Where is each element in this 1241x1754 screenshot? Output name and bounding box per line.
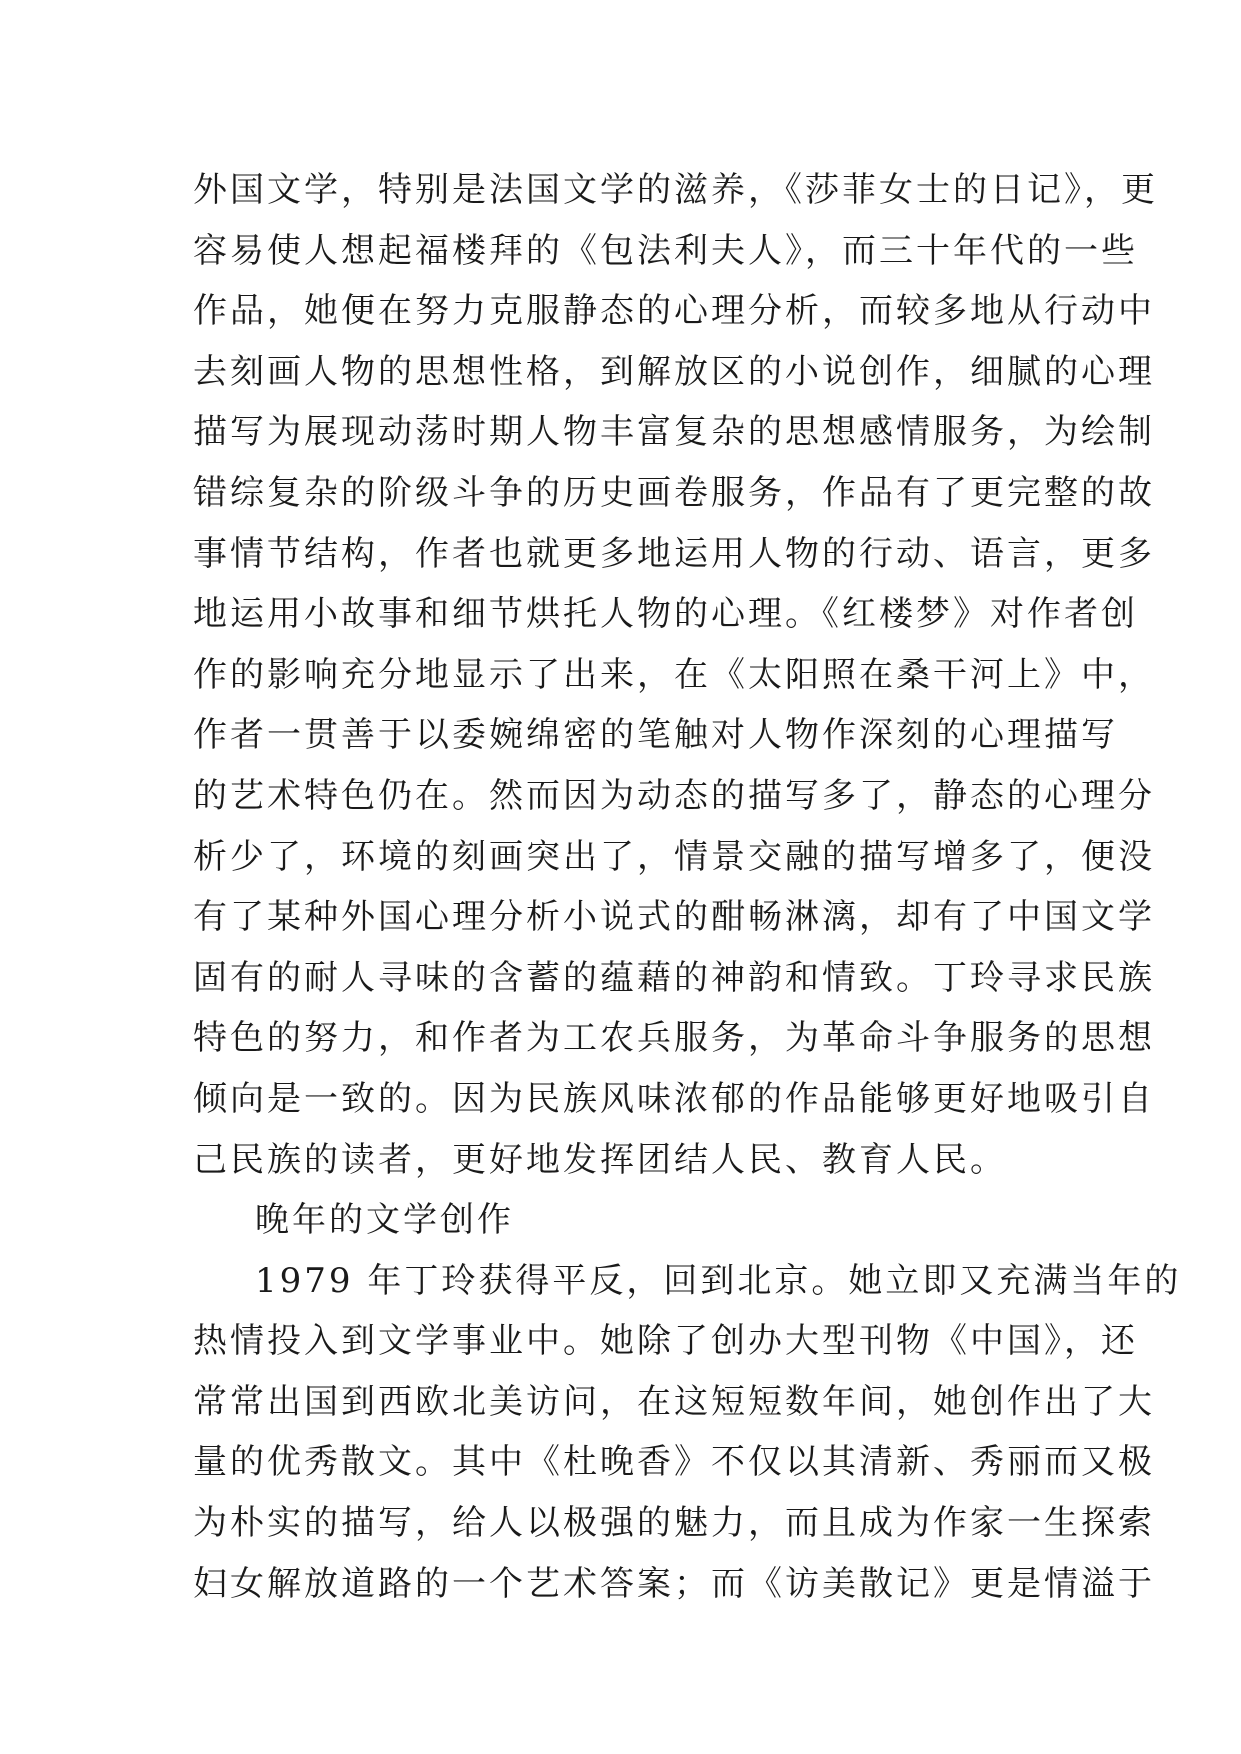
text-line: 地运用小故事和细节烘托人物的心理。《红楼梦》对作者创 xyxy=(193,594,1138,635)
text-line: 析少了，环境的刻画突出了，情景交融的描写增多了，便没 xyxy=(193,836,1155,877)
text-line: 作品，她便在努力克服静态的心理分析，而较多地从行动中 xyxy=(193,291,1155,332)
body-text xyxy=(193,160,1182,1614)
text-line: 作者一贯善于以委婉绵密的笔触对人物作深刻的心理描写 xyxy=(193,715,1118,756)
text-line: 固有的耐人寻味的含蓄的蕴藉的神韵和情致。丁玲寻求民族 xyxy=(193,957,1155,998)
text-line: 己民族的读者，更好地发挥团结人民、教育人民。 xyxy=(193,1139,1007,1180)
text-line: 倾向是一致的。因为民族风味浓郁的作品能够更好地吸引自 xyxy=(193,1078,1155,1119)
text-line: 常常出国到西欧北美访问，在这短短数年间，她创作出了大 xyxy=(193,1381,1155,1422)
text-line: 有了某种外国心理分析小说式的酣畅淋漓，却有了中国文学 xyxy=(193,897,1155,938)
text-line: 作的影响充分地显示了出来，在《太阳照在桑干河上》中， xyxy=(193,654,1155,695)
text-line: 的艺术特色仍在。然而因为动态的描写多了，静态的心理分 xyxy=(193,775,1155,816)
text-line: 量的优秀散文。其中《杜晚香》不仅以其清新、秀丽而又极 xyxy=(193,1442,1155,1483)
text-line: 热情投入到文学事业中。她除了创办大型刊物《中国》，还 xyxy=(193,1321,1138,1362)
text-line: 容易使人想起福楼拜的《包法利夫人》，而三十年代的一些 xyxy=(193,230,1138,271)
text-line: 错综复杂的阶级斗争的历史画卷服务，作品有了更完整的故 xyxy=(193,472,1155,513)
section-heading: 晚年的文学创作 xyxy=(255,1200,514,1241)
text-line: 外国文学，特别是法国文学的滋养，《莎菲女士的日记》，更 xyxy=(193,170,1158,210)
text-line: 妇女解放道路的一个艺术答案；而《访美散记》更是情溢于 xyxy=(193,1563,1155,1604)
text-line: 描写为展现动荡时期人物丰富复杂的思想感情服务，为绘制 xyxy=(193,412,1155,453)
text-line: 去刻画人物的思想性格，到解放区的小说创作，细腻的心理 xyxy=(193,351,1155,392)
text-line: 事情节结构，作者也就更多地运用人物的行动、语言，更多 xyxy=(193,533,1155,574)
paragraph-first-line: 1979 年丁玲获得平反，回到北京。她立即又充满当年的 xyxy=(255,1260,1182,1301)
text-line: 为朴实的描写，给人以极强的魅力，而且成为作家一生探索 xyxy=(193,1503,1155,1544)
text-line: 特色的努力，和作者为工农兵服务，为革命斗争服务的思想 xyxy=(193,1018,1155,1059)
